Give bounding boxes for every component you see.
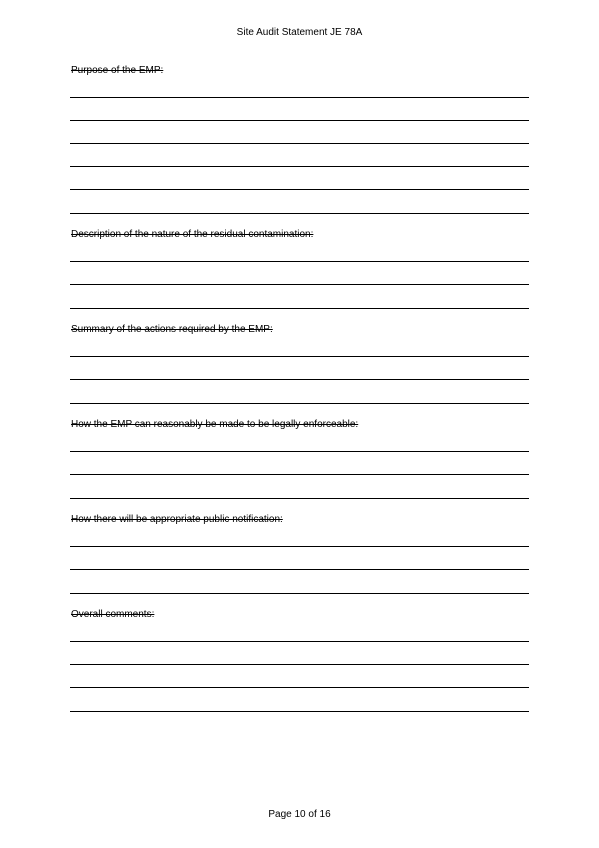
blank-line [70,261,529,262]
blank-line [70,474,529,475]
blank-line [70,166,529,167]
blank-line [70,569,529,570]
blank-line [70,451,529,452]
blank-line [70,403,529,404]
blank-line [70,379,529,380]
blank-line [70,687,529,688]
section-label-residual-contamination: Description of the nature of the residual contamination: [71,229,314,240]
blank-line [70,213,529,214]
blank-line [70,356,529,357]
blank-line [70,284,529,285]
blank-line [70,664,529,665]
blank-line [70,593,529,594]
page-footer: Page 10 of 16 [268,809,331,820]
section-label-purpose: Purpose of the EMP: [71,65,164,76]
section-label-actions-required: Summary of the actions required by the EMP: [71,324,273,335]
blank-line [70,546,529,547]
blank-line [70,711,529,712]
section-label-overall-comments: Overall comments: [71,609,155,620]
blank-line [70,498,529,499]
section-label-legally-enforceable: How the EMP can reasonably be made to be legally enforceable: [71,419,359,430]
blank-line [70,143,529,144]
blank-line [70,641,529,642]
section-label-public-notification: How there will be appropriate public notification: [71,514,283,525]
blank-line [70,97,529,98]
page-header: Site Audit Statement JE 78A [236,27,363,38]
blank-line [70,120,529,121]
blank-line [70,189,529,190]
blank-line [70,308,529,309]
